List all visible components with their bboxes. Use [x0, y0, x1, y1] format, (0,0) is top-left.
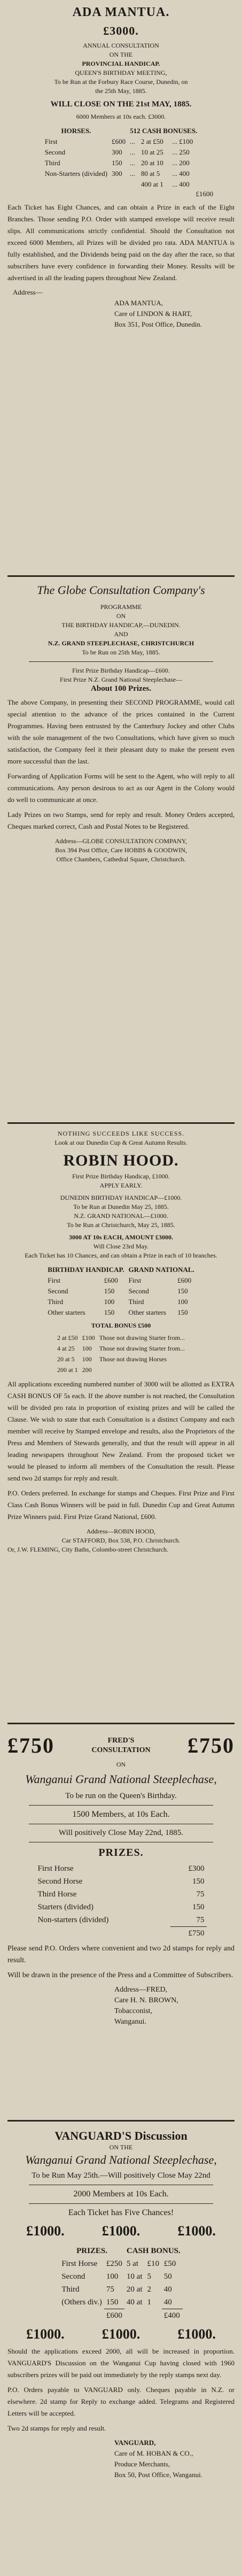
- prize-line: About 100 Prizes.: [91, 684, 151, 693]
- cell: Non-Starters (divided): [44, 169, 108, 178]
- prize-table: [36, 1862, 207, 1940]
- ad-body: Two 2d stamps for reply and result.: [7, 2424, 106, 2432]
- table-row: [36, 1875, 207, 1888]
- cell: Third: [44, 159, 60, 167]
- table-total-row: [59, 2309, 183, 2323]
- cell: 40: [163, 2285, 172, 2294]
- cell: ... £100: [172, 137, 193, 145]
- table-row: [55, 1332, 187, 1343]
- cell: Other starters: [48, 1308, 85, 1316]
- ad-freds-consultation: [7, 1730, 235, 2115]
- ad-ada-mantua: [7, 3, 235, 570]
- divider: [29, 2203, 213, 2204]
- intro-line: To be Run at Dunedin May 25, 1885.: [73, 1203, 169, 1210]
- cell: 5: [147, 2272, 151, 2281]
- cell: ... 400: [172, 169, 190, 178]
- address-line: Address—: [13, 288, 43, 296]
- cell: Other starters: [128, 1308, 166, 1316]
- prize-table: [45, 1264, 197, 1318]
- cell: £50: [163, 2259, 176, 2268]
- table-row: [55, 1343, 187, 1354]
- prize-line: First Prize Birthday Handicap—£600.: [72, 667, 170, 674]
- cell: [97, 1364, 187, 1375]
- cell: 100: [177, 1298, 188, 1306]
- cell: 150: [177, 1308, 188, 1316]
- ad-address: [7, 837, 235, 864]
- cell: 5 at: [126, 2259, 138, 2268]
- cell: Second Horse: [37, 1877, 83, 1886]
- ad-address: [13, 287, 235, 330]
- address-line: ADA MANTUA,: [114, 299, 163, 307]
- cell: 20 at 10: [140, 159, 163, 167]
- divider: [7, 1723, 235, 1724]
- cell: (Others div.): [61, 2298, 102, 2307]
- table-row: [59, 2270, 183, 2283]
- table-row: [45, 1307, 197, 1318]
- table-head-cell: 512 CASH BONUSES.: [130, 127, 198, 135]
- table-row: [55, 1354, 187, 1364]
- cell: 20 at 5: [57, 1355, 75, 1363]
- cell: 20 at: [126, 2285, 143, 2294]
- cell: £300: [188, 1864, 205, 1873]
- table-row: [45, 1275, 197, 1286]
- cell: ...: [130, 137, 135, 145]
- cell: £250: [106, 2259, 122, 2268]
- table-row: [55, 1364, 187, 1375]
- cell: 150: [177, 1287, 188, 1295]
- cell: 75: [196, 1890, 205, 1899]
- address-line: Box 394 Post Office, Care HOBBS & GOODWIN,: [55, 846, 187, 854]
- banner-row: [7, 2326, 235, 2342]
- table-header: [45, 1264, 197, 1275]
- ad-title: ADA MANTUA.: [72, 5, 170, 19]
- banner-amount: £1000.: [177, 2326, 216, 2342]
- ad-globe-consultation: [7, 582, 235, 1117]
- cell: 1: [147, 2298, 151, 2307]
- address-line: Address—GLOBE CONSULTATION COMPANY,: [55, 837, 187, 845]
- cell: 150: [104, 1287, 115, 1295]
- intro-line: To be Run at Christchurch, May 25, 1885.: [67, 1221, 175, 1229]
- cell: 150: [104, 1308, 115, 1316]
- address-line: Address—ROBIN HOOD,: [86, 1528, 156, 1535]
- intro-line: PROGRAMME: [100, 603, 142, 611]
- divider: [29, 1805, 213, 1806]
- intro-line: ON: [116, 612, 126, 620]
- table-row: [43, 158, 199, 168]
- intro-line: To be Run on 25th May, 1885.: [82, 649, 160, 656]
- run-line: To be run on the Queen's Birthday.: [65, 1792, 177, 1800]
- cell: 75: [106, 2285, 114, 2294]
- cell: ... 400: [172, 180, 190, 188]
- address-line: Care of LINDON & HART,: [114, 310, 192, 318]
- chance-line: Each Ticket has 10 Chances, and can obtain a Prize in each of 10 branches.: [25, 1252, 217, 1259]
- ad-title: FRED'S CONSULTATION: [91, 1736, 151, 1754]
- intro-line: DUNEDIN BIRTHDAY HANDICAP—£1000.: [60, 1194, 182, 1201]
- cell: First: [44, 137, 58, 145]
- cell: 40 at: [126, 2298, 143, 2307]
- divider: [7, 575, 235, 577]
- cell: 150: [192, 1877, 205, 1886]
- cell: First Horse: [37, 1864, 74, 1873]
- banner-row: [7, 2223, 235, 2239]
- intro-line: the 25th May, 1885.: [95, 87, 147, 95]
- cell: £600: [112, 137, 126, 145]
- address-line: Box 351, Post Office, Dunedin.: [114, 320, 202, 328]
- members: 3000 AT 10s EACH, AMOUNT £3000.: [68, 1233, 174, 1241]
- ad-body: The above Company, in presenting their SECOND PROGRAMME, would call special attention to the advance of the prices contained in the Current Programmes. Having been entrusted by the Canterbury Jockey and other Clubs with the sole management of the two Consultations, which have given so much satisfaction, the Company feel it their pleasant duty to make the present even more successful than the last.: [7, 698, 235, 765]
- table-row: [45, 1297, 197, 1307]
- table-total: £1600: [196, 190, 213, 198]
- cell: ...: [130, 169, 135, 178]
- cell: Those not drawing Horses: [99, 1355, 167, 1363]
- intro-line: To be Run at the Forbury Race Course, Dunedin, on: [54, 78, 188, 86]
- cell: Those not drawing Starter from...: [99, 1345, 185, 1352]
- cell: 2 at £50: [57, 1334, 78, 1341]
- banner-amount: £1000.: [177, 2223, 216, 2239]
- ad-body: Will be drawn in the presence of the Press and a Committee of Subscribers.: [7, 1971, 233, 1979]
- cell: ...: [130, 148, 135, 156]
- prize-line: First Prize N.Z. Grand National Steeplechase—: [60, 676, 182, 683]
- chance-line: Each Ticket has Five Chances!: [68, 2208, 174, 2217]
- cell: 2 at £50: [140, 137, 163, 145]
- cell: Second: [61, 2272, 85, 2281]
- table-head-cell: CASH BONUS.: [126, 2247, 181, 2255]
- cell: [128, 179, 139, 190]
- on-label: ON: [116, 1761, 126, 1768]
- table-row: [59, 2283, 183, 2296]
- cell: Starters (divided): [37, 1903, 94, 1911]
- intro-line: N.Z. GRAND NATIONAL—£1000.: [74, 1212, 168, 1220]
- table-head-cell: BIRTHDAY HANDICAP.: [48, 1266, 124, 1274]
- cell: [43, 179, 110, 190]
- cell: ...: [130, 159, 135, 167]
- cell: 150: [192, 1903, 205, 1911]
- cell: ... 200: [172, 159, 190, 167]
- cell: £600: [104, 2309, 124, 2323]
- address-line: Office Chambers, Cathedral Square, Christchurch.: [56, 855, 186, 863]
- address-line: Box 50, Post Office, Wanganui.: [114, 2471, 202, 2479]
- table-row: [43, 179, 199, 190]
- cell: Second: [128, 1287, 149, 1295]
- event-name: Wanganui Grand National Steeplechase,: [25, 1772, 217, 1786]
- members: 2000 Members at 10s Each.: [73, 2189, 169, 2199]
- ad-address: [114, 1985, 235, 2027]
- ad-title: VANGUARD'S Discussion: [54, 2129, 188, 2142]
- table-row: [59, 2257, 183, 2270]
- intro-line: THE BIRTHDAY HANDICAP,—DUNEDIN.: [61, 621, 181, 629]
- address-line: Produce Merchants,: [114, 2460, 170, 2468]
- divider: [7, 2120, 235, 2122]
- ad-intro: [7, 603, 235, 657]
- ad-robin-hood: [7, 1129, 235, 1717]
- cell: 75: [196, 1916, 205, 1924]
- table-head-cell: GRAND NATIONAL.: [128, 1266, 194, 1274]
- cell: First: [128, 1276, 142, 1284]
- table-head-cell: PRIZES.: [76, 2247, 108, 2255]
- cell: Second: [44, 148, 66, 156]
- ad-body: Each Ticket has Eight Chances, and can obtain a Prize in each of the Eight Branches. Those sending P.O. Order with stamped envelope will receive result slips. All communications strictly confidential. Should the Consultation not exceed 6000 Members, all Prizes will be divided pro rata. ADA MANTUA is fully established, and the Dividends being paid on the day after the race, so that subscribers have every confidence in forwarding their Money. Results will be advertised in all the leading papers throughout New Zealand.: [7, 203, 235, 282]
- ad-motto-2: Look at our Dunedin Cup & Great Autumn Results.: [54, 1139, 188, 1146]
- cell: £100: [82, 1334, 95, 1341]
- cell: £400: [162, 2309, 183, 2323]
- ad-body: P.O. Orders preferred. In exchange for stamps and Cheques. First Prize and First Class Cash Bonus Winners will be paid in full. Dunedin Cup and Great Autumn Prize Winners paid. First Prize Grand National, £600.: [7, 1489, 235, 1521]
- cell: £600: [104, 1276, 118, 1284]
- ad-body: Should the applications exceed 2000, all will be increased in proportion. VANGUARD'S Discussion on the Wanganui Cup having closed with 1960 subscribers prizes will be paid out immediately by the reply stamps next day.: [7, 2347, 235, 2379]
- banner-amount: £1000.: [26, 2326, 65, 2342]
- ad-title: The Globe Consultation Company's: [37, 583, 205, 597]
- ad-address: [7, 1527, 235, 1554]
- cell: 300: [112, 148, 122, 156]
- amount-left: £750: [7, 1733, 54, 1757]
- ad-header-row: [7, 1733, 235, 1758]
- cell: 40: [163, 2298, 172, 2307]
- cell: 200: [82, 1366, 92, 1374]
- cell: Third Horse: [37, 1890, 77, 1899]
- ad-motto: NOTHING SUCCEEDS LIKE SUCCESS.: [57, 1130, 185, 1137]
- ad-body: All applications exceeding numbered number of 3000 will be allotted as EXTRA CASH BONUS OF 5s each. If the above number is not reached, the Consultation will be divided pro rata in proportion of existing prizes and will be called the Clause. We wish to state that each Consultation is a distinct Company and each member will receive by Stamped envelope and results, also the Proprietors of the Press and Members of Stewards generally, and that the result will appear in all leading newspapers throughout New Zealand. From the proposed ticket we would be pleased to inform all members of the Consultation the result. Please send two 2d stamps for reply and result.: [7, 1380, 235, 1482]
- cell: 4 at 25: [57, 1345, 75, 1352]
- intro-line: PROVINCIAL HANDICAP.: [82, 60, 160, 67]
- cell: 200 at 1: [57, 1366, 78, 1374]
- table-row: [43, 136, 199, 147]
- cell: 400 at 1: [140, 180, 163, 188]
- cell: ... 250: [172, 148, 190, 156]
- address-line: Address—FRED,: [114, 1986, 168, 1994]
- cell: First: [48, 1276, 61, 1284]
- intro-line: QUEEN'S BIRTHDAY MEETING,: [75, 69, 167, 76]
- cell: 2: [147, 2285, 151, 2294]
- ad-address: [114, 2438, 235, 2480]
- cell: 150: [106, 2298, 119, 2307]
- ad-body: Forwarding of Application Forms will be sent to the Agent, who will reply to all communications. Any person desirous to act as our Agent in the Colony would do well to communicate at once.: [7, 772, 235, 804]
- cell: Third: [61, 2285, 80, 2294]
- address-line: Care of M. HOBAN & CO.,: [114, 2449, 193, 2457]
- cell: £10: [147, 2259, 159, 2268]
- cell: Second: [48, 1287, 68, 1295]
- intro-line: ON THE: [109, 51, 133, 58]
- intro-line: N.Z. GRAND STEEPLECHASE, CHRISTCHURCH: [48, 639, 194, 647]
- prize-line: APPLY EARLY.: [99, 1182, 143, 1189]
- address-line: Tobacconist,: [114, 2007, 152, 2015]
- cell: 150: [112, 159, 122, 167]
- cell: Third: [128, 1298, 144, 1306]
- ad-body: Please send P.O. Orders where convenient and two 2d stamps for reply and result.: [7, 1945, 235, 1964]
- cell: £600: [177, 1276, 192, 1284]
- bonus-header: TOTAL BONUS £500: [91, 1322, 151, 1329]
- address-line: Car STAFFORD, Box 538, P.O. Christchurch.: [61, 1537, 181, 1544]
- cell: 50: [163, 2272, 172, 2281]
- prize-line: First Prize Birthday Handicap, £1000.: [72, 1173, 170, 1180]
- cell: £750: [170, 1927, 207, 1940]
- ad-body: Lady Prizes on two Stamps, send for reply and result. Money Orders accepted, Cheques marked correct, Cash and Postal Notes to be Registered.: [7, 811, 235, 830]
- close-date: WILL CLOSE ON THE 21st MAY, 1885.: [50, 100, 192, 109]
- on-label: ON THE: [109, 2143, 133, 2151]
- table-head-cell: HORSES.: [61, 127, 91, 135]
- table-row: [36, 1888, 207, 1901]
- ad-amount: £3000.: [103, 24, 139, 37]
- close-date: Will positively Close May 22nd, 1885.: [58, 1829, 184, 1837]
- banner-amount: £1000.: [102, 2223, 140, 2239]
- ad-intro: [7, 1193, 235, 1230]
- bonus-table: [55, 1332, 187, 1375]
- table-head-cell: [110, 126, 128, 136]
- close-date: Will Close 23rd May.: [93, 1243, 149, 1250]
- table-row: [36, 1901, 207, 1914]
- prize-table: [59, 2245, 183, 2322]
- ad-body: P.O. Orders payable to VANGUARD only. Cheques payable in N.Z. or elsewhere. 2d stamp for Reply to exchange added. Telegrams and Registered Letters will be accepted.: [7, 2386, 235, 2417]
- amount-right: £750: [188, 1733, 235, 1757]
- table-row: [43, 147, 199, 158]
- cell: First Horse: [61, 2259, 98, 2268]
- ad-title: ROBIN HOOD.: [63, 1152, 179, 1169]
- table-row: [36, 1862, 207, 1875]
- ad-intro: [7, 41, 235, 96]
- address-line: Or, J.W. FLEMING, City Baths, Colombo-street Christchurch.: [7, 1546, 169, 1553]
- intro-line: ANNUAL CONSULTATION: [83, 42, 159, 49]
- cell: 300: [112, 169, 122, 178]
- cell: [110, 179, 128, 190]
- ad-vanguard-discussion: [7, 2127, 235, 2576]
- table-row: [45, 1286, 197, 1297]
- cell: 80 at 5: [140, 169, 160, 178]
- cell: 10 at: [126, 2272, 143, 2281]
- ad-sub: 6000 Members at 10s each. £3000.: [76, 113, 166, 120]
- cell: Non-starters (divided): [37, 1916, 109, 1924]
- prize-table: [43, 126, 199, 190]
- banner-amount: £1000.: [26, 2223, 65, 2239]
- cell: Third: [48, 1298, 64, 1306]
- cell: 100: [104, 1298, 115, 1306]
- table-row: [36, 1914, 207, 1927]
- event-name: Wanganui Grand National Steeplechase,: [25, 2153, 217, 2166]
- divider: [7, 1122, 235, 1124]
- table-header: [43, 126, 199, 136]
- cell: 100: [82, 1355, 92, 1363]
- address-line: Wanganui.: [114, 2018, 146, 2026]
- cell: Those not drawing Starter from...: [99, 1334, 185, 1341]
- banner-amount: £1000.: [102, 2326, 140, 2342]
- cell: 10 at 25: [140, 148, 163, 156]
- intro-line: AND: [114, 630, 128, 638]
- table-row: [59, 2296, 183, 2309]
- table-total-row: [36, 1927, 207, 1940]
- cell: 100: [106, 2272, 119, 2281]
- divider: [29, 661, 213, 662]
- table-row: [43, 168, 199, 179]
- run-line: To be Run May 25th.—Will positively Close May 22nd: [32, 2171, 210, 2180]
- members: 1500 Members, at 10s Each.: [72, 1810, 170, 1819]
- address-line: Care H. N. BROWN,: [114, 1996, 178, 2004]
- prizes-heading: PRIZES.: [98, 1847, 144, 1858]
- cell: 100: [82, 1345, 92, 1352]
- table-header: [59, 2245, 183, 2257]
- address-line: VANGUARD,: [114, 2439, 156, 2447]
